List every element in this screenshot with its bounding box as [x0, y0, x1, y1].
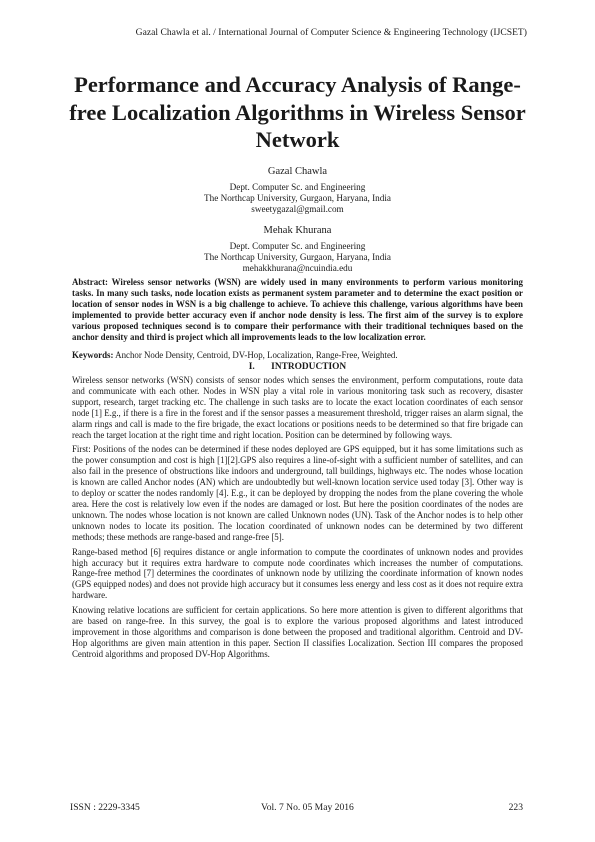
footer-page-number: 223 [508, 802, 523, 813]
paragraph: First: Positions of the nodes can be determined if these nodes deployed are GPS equipped, but it has some limitations such as the power consumption and cost is high [1][2].GPS also requires a line-of-sight with a sufficient number of satellites, and can also fail in the presence of obstructions like indoors and underground, tall buildings, highways etc. The nodes whose location is known are called Anchor nodes (AN) which are undoubtedly but well-known location service used today [3]. Other way is to deploy or scatter the nodes randomly [4]. E.g., it can be deployed by dropping the nodes from the plane covering the whole area. Here the cost is relatively low even if the nodes are damaged or lost. But here the position coordinates of the nodes are unknown. The nodes whose location is not known are called Unknown nodes (UN). Task of the Anchor nodes is to help other unknown nodes to locate its position. The location coordinated of unknown nodes can be determined by two different methods; these methods are range-based and range-free [5]. [72, 444, 523, 542]
keywords-text: Anchor Node Density, Centroid, DV-Hop, Localization, Range-Free, Weighted. [115, 350, 398, 360]
footer-volume: Vol. 7 No. 05 May 2016 [261, 802, 354, 813]
paper-title: Performance and Accuracy Analysis of Range-free Localization Algorithms in Wireless Sensor Network [69, 72, 526, 152]
author-university: The Northcap University, Gurgaon, Haryana, India [203, 252, 391, 262]
author-university: The Northcap University, Gurgaon, Haryana, India [203, 193, 391, 203]
author-dept: Dept. Computer Sc. and Engineering [229, 241, 366, 251]
author-block-1 [60, 165, 535, 215]
author-name: Gazal Chawla [267, 166, 328, 177]
paragraph: Wireless sensor networks (WSN) consists of sensor nodes which senses the environment, perform computations, route data and communicate with each other. Nodes in WSN play a vital role in various monitoring task such as recovery, disaster support, research, target tracking etc. The challenge in such tasks are to locate the exact location coordinates of each sensor node [1] E.g., if there is a fire in the forest and if the sensor passes a measurement threshold, trigger raises an alarm signal, the alarm rings and call is made to the fire brigade, the exact locations or positions needs to be determined so that fire brigade can reach the target location at the right time and right location. Position can be determined by following ways. [72, 375, 523, 440]
author-email: mehakkhurana@ncuindia.edu [242, 263, 353, 273]
author-name: Mehak Khurana [263, 225, 332, 236]
author-dept: Dept. Computer Sc. and Engineering [229, 182, 366, 192]
footer-issn: ISSN : 2229-3345 [70, 802, 140, 813]
author-block-2 [60, 224, 535, 274]
running-header: Gazal Chawla et al. / International Journal of Computer Science & Engineering Technology (IJCSET) [135, 27, 527, 38]
section-heading-introduction: I. INTRODUCTION [248, 362, 347, 372]
abstract: Abstract: Wireless sensor networks (WSN) are widely used in many environments to perform various monitoring tasks. In many such tasks, node location exists as permanent system parameter and to determine the exact position or location of sensor nodes in WSN is a big challenge to achieve. To achieve this challenge, various algorithms have been implemented to provide better accuracy even if anchor node density is less. The first aim of the survey is to explore various proposed techniques second is to compare their performance with their traditional techniques based on the anchor density and third is project which all improvements leads to the low localization error. [72, 277, 523, 342]
paragraph: Knowing relative locations are sufficient for certain applications. So here more attention is given to different algorithms that are based on range-free. In this survey, the goal is to explore the various proposed algorithms and latest introduced improvement in those algorithms and comparison is done between the proposed and traditional algorithm. Centroid and DV-Hop algorithms are given main attention in this paper. Section II classifies Localization. Section III compares the proposed Centroid algorithms and proposed DV-Hop Algorithms. [72, 605, 523, 659]
paragraph: Range-based method [6] requires distance or angle information to compute the coordinates of unknown nodes and provides high accuracy but it requires extra hardware to compute node coordinates which increases the number of computations. Range-free method [7] determines the coordinates of unknown node by utilizing the coordinate information of known nodes (GPS equipped nodes) and does not provide high accuracy but it consumes less energy and less cost as it does not require extra hardware. [72, 546, 523, 601]
keywords-label: Keywords: [72, 350, 114, 360]
author-email: sweetygazal@gmail.com [251, 204, 344, 214]
keywords [72, 350, 523, 361]
introduction-body [72, 375, 523, 664]
